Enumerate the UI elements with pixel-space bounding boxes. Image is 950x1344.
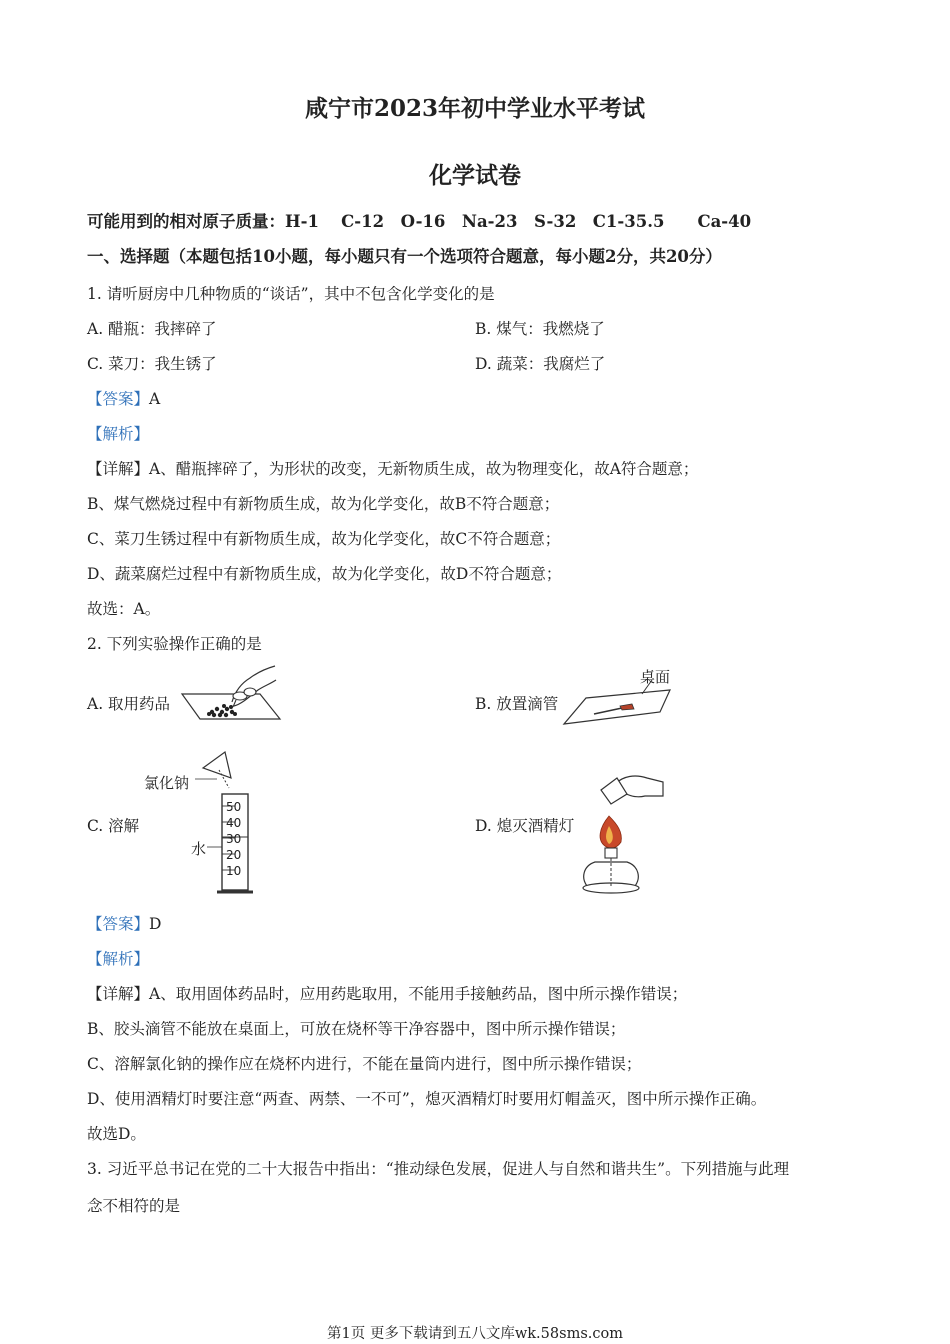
exam-title: 咸宁市2023年初中学业水平考试 (304, 95, 645, 122)
q1-detail-b: B、煤气燃烧过程中有新物质生成，故为化学变化，故B不符合题意； (87, 495, 560, 513)
q2-conclusion: 故选D。 (87, 1125, 146, 1143)
answer-value: D (149, 915, 162, 933)
q1-option-b: B. 煤气：我燃烧了 (475, 320, 605, 338)
q1-conclusion: 故选：A。 (87, 600, 161, 618)
question-1-stem: 1. 请听厨房中几种物质的“谈话”，其中不包含化学变化的是 (87, 285, 495, 303)
desk-label: 桌面 (640, 668, 671, 686)
q2-detail-a (87, 984, 687, 1004)
cylinder-tick-50: 50 (226, 800, 242, 814)
q1-option-d: D. 蔬菜：我腐烂了 (475, 355, 606, 373)
detail-text: A、取用固体药品时，应用药匙取用，不能用手接触药品，图中所示操作错误； (149, 985, 688, 1003)
q1-detail-c: C、菜刀生锈过程中有新物质生成，故为化学变化，故C不符合题意； (87, 530, 561, 548)
answer-value: A (149, 390, 161, 408)
cylinder-tick-40: 40 (226, 816, 242, 830)
take-drug-by-hand-figure (180, 664, 285, 724)
answer-tag: 【答案】 (87, 915, 150, 933)
q2-option-a: A. 取用药品 (87, 695, 171, 713)
page-footer: 第1页 更多下载请到五八文库wk.58sms.com (327, 1326, 623, 1342)
nacl-label: 氯化钠 (144, 774, 190, 792)
q2-option-d: D. 熄灭酒精灯 (475, 817, 575, 835)
section-heading: 一、选择题（本题包括10小题，每小题只有一个选项符合题意，每小题2分，共20分） (87, 247, 722, 266)
question-3-stem-cont: 念不相符的是 (87, 1197, 181, 1215)
alcohol-lamp-figure (575, 768, 670, 898)
cylinder-tick-20: 20 (226, 848, 242, 862)
cylinder-tick-10: 10 (226, 864, 242, 878)
atomic-mass-line: 可能用到的相对原子质量：H-1 C-12 O-16 Na-23 S-32 C1-35.5 Ca-40 (87, 212, 752, 231)
answer-tag: 【答案】 (87, 390, 150, 408)
question-2-stem: 2. 下列实验操作正确的是 (87, 635, 262, 653)
q1-answer-line (87, 389, 160, 409)
detail-tag: 【详解】 (87, 460, 150, 478)
q2-option-c: C. 溶解 (87, 817, 140, 835)
q2-detail-c: C、溶解氯化钠的操作应在烧杯内进行，不能在量筒内进行，图中所示操作错误； (87, 1055, 642, 1073)
q2-answer-line (87, 914, 161, 934)
exam-subtitle: 化学试卷 (429, 162, 521, 189)
q1-option-c: C. 菜刀：我生锈了 (87, 355, 217, 373)
analysis-tag: 【解析】 (87, 425, 150, 443)
question-3-stem: 3. 习近平总书记在党的二十大报告中指出：“推动绿色发展，促进人与自然和谐共生”。下列措施与此理 (87, 1160, 790, 1178)
measuring-cylinder-figure (195, 750, 265, 898)
detail-text: A、醋瓶摔碎了，为形状的改变，无新物质生成，故为物理变化，故A符合题意； (149, 460, 699, 478)
analysis-tag: 【解析】 (87, 950, 150, 968)
cylinder-tick-30: 30 (226, 832, 242, 846)
q1-detail-a (87, 459, 698, 479)
q2-detail-d: D、使用酒精灯时要注意“两查、两禁、一不可”，熄灭酒精灯时要用灯帽盖灭，图中所示操作正确。 (87, 1090, 767, 1108)
q1-detail-d: D、蔬菜腐烂过程中有新物质生成，故为化学变化，故D不符合题意； (87, 565, 562, 583)
q2-option-b: B. 放置滴管 (475, 695, 559, 713)
detail-tag: 【详解】 (87, 985, 150, 1003)
q2-detail-b: B、胶头滴管不能放在桌面上，可放在烧杯等干净容器中，图中所示操作错误； (87, 1020, 626, 1038)
q1-option-a: A. 醋瓶：我摔碎了 (87, 320, 217, 338)
water-label: 水 (191, 840, 207, 858)
